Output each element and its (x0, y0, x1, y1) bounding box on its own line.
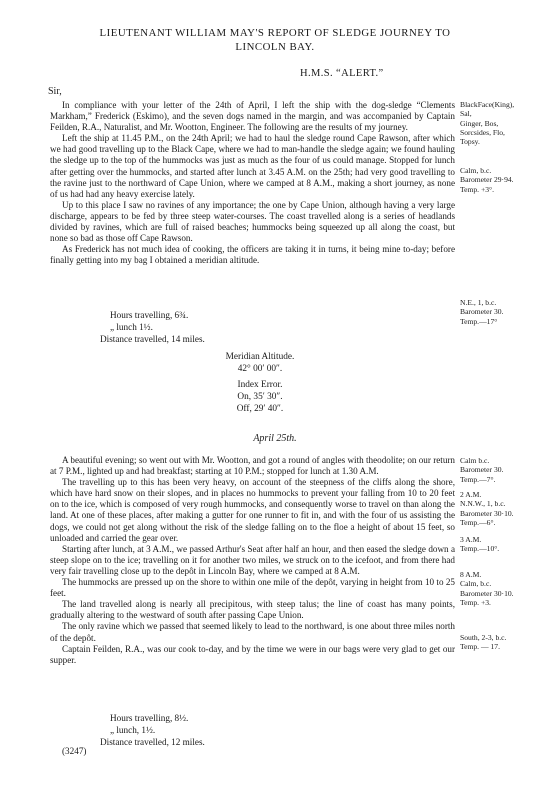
margin-note-weather (460, 633, 550, 652)
margin-line: Temp. — 17. (460, 642, 500, 652)
margin-line: N.E., 1, b.c. (460, 298, 497, 307)
paragraph: A beautiful evening; so went out with Mr. Wootton, and got a round of angles with theodolite; on our return at 7 P.M., lighted up and had breakfast; starting at 10 P.M.; stopped for lunch at 1.30 A.M. (50, 455, 455, 477)
paragraph: Starting after lunch, at 3 A.M., we passed Arthur's Seat after half an hour, and then eased the sledge down a steep slope on to the ice; travelling on it for another two miles, we struck on to the icefoot, and from there had very fair travelling close up to the depôt in Lincoln Bay, where we camped at 8 A.M. (50, 543, 455, 576)
margin-line: Temp.—17° (460, 316, 498, 326)
margin-line: Barometer 30. (460, 307, 504, 317)
paragraph: Up to this place I saw no ravines of any importance; the one by Cape Union, although having a very large discharge, appears to be fed by three steep water-courses. The coast travelled along is a series of headlands divided by ravines, which are full of raised beaches; hummocks being squeezed up all along the coast, but none so bad as those off Cape Rawson. (50, 199, 455, 244)
margin-note-weather (460, 456, 550, 484)
paragraph: Captain Feilden, R.A., was our cook to-day, and by the time we were in our bags were very glad to get our supper. (50, 643, 455, 665)
margin-line: BlackFace(King), (460, 100, 515, 109)
meridian-altitude-value: 42° 00′ 00″. (237, 364, 283, 374)
margin-line: Topsy. (460, 137, 480, 147)
paragraph: The land travelled along is nearly all precipitous, with steep talus; the line of coast has many points, gradually altering to the westward of south after passing Cape Union. (50, 599, 455, 621)
margin-line: Ginger, Bos, (460, 118, 499, 128)
margin-line: Temp.—10°. (460, 544, 500, 554)
margin-note-weather (460, 535, 550, 554)
margin-line: Calm b.c. (460, 456, 490, 465)
index-error-off: Off, 29′ 40″. (236, 404, 284, 414)
distance-travelled-2: Distance travelled, 12 miles. (100, 737, 205, 747)
margin-line: Temp. +3. (460, 597, 491, 607)
report-title-line-1: LIEUTENANT WILLIAM MAY'S REPORT OF SLEDGE JOURNEY TO (99, 27, 451, 39)
date-heading: April 25th. (253, 433, 297, 444)
section-1-body (50, 100, 455, 266)
margin-line: Temp.—6°. (460, 517, 496, 527)
hours-travelling-2: Hours travelling, 8½. (110, 713, 189, 723)
margin-line: Calm, b.c. (460, 166, 492, 175)
margin-line: South, 2-3, b.c. (460, 633, 507, 642)
margin-note-weather (460, 298, 550, 326)
ship-name: H.M.S. “ALERT.” (300, 68, 384, 79)
salutation: Sir, (48, 86, 62, 97)
hours-travelling-1: Hours travelling, 6¾. (110, 310, 189, 320)
lunch-hours-2: „ lunch, 1½. (110, 725, 156, 735)
margin-line: Temp.—7°. (460, 474, 496, 484)
index-error-label: Index Error. (237, 380, 283, 390)
section-2-body (50, 455, 455, 666)
margin-line: Barometer 30·10. (460, 588, 514, 598)
margin-line: N.N.W., 1, b.c. (460, 499, 506, 509)
paragraph: The travelling up to this has been very heavy, on account of the steepness of the cliffs along the shore, which have hard snow on their slopes, and in places no hummocks to prevent your falling from 10 to 20 feet on to the ice, which is composed of very rough hummocks, and consequently worse to travel on than along the land. At one of these places, after making a gutter for one runner to fit in, and with the four of us assisting the dogs, we could not get along without the risk of the sledge falling on to the floe a height of about 15 feet, so unloaded and carried the gear over. (50, 477, 455, 543)
page-code: (3247) (62, 746, 87, 756)
meridian-altitude-label: Meridian Altitude. (225, 352, 295, 362)
margin-line: Barometer 30·10. (460, 508, 514, 518)
margin-note-weather (460, 570, 550, 607)
lunch-hours-1: „ lunch 1½. (110, 322, 153, 332)
report-title-line-2: LINCOLN BAY. (235, 41, 315, 53)
distance-travelled-1: Distance travelled, 14 miles. (100, 334, 205, 344)
margin-line: 8 A.M. (460, 570, 482, 579)
margin-line: Sorcsides, Flo, (460, 127, 505, 137)
margin-note-dogs (460, 100, 550, 146)
margin-line: Calm, b.c. (460, 579, 492, 589)
margin-note-weather (460, 166, 550, 194)
paragraph: As Frederick has not much idea of cooking, the officers are taking it in turns, it being mine to-day; before finally getting into my bag I obtained a meridian altitude. (50, 244, 455, 266)
margin-line: Barometer 30. (460, 465, 504, 475)
margin-line: Sal, (460, 109, 472, 119)
paragraph: The only ravine which we passed that seemed likely to lead to the northward, is one about three miles north of the depôt. (50, 621, 455, 643)
margin-note-weather (460, 490, 550, 527)
paragraph: The hummocks are pressed up on the shore to within one mile of the depôt, varying in height from 10 to 25 feet. (50, 577, 455, 599)
index-error-on: On, 35′ 30″. (237, 392, 283, 402)
margin-line: 2 A.M. (460, 490, 482, 499)
paragraph: Left the ship at 11.45 P.M., on the 24th April; we had to haul the sledge round Cape Rawson, after which we had good travelling up to the Black Cape, where we had to man-handle the sledge again; we found hauling the sledge up to the top of the hummocks was just as much as the four of us could manage. Stopped for lunch after getting over the hummocks, and started after lunch at 3.45 A.M. on the 25th; had very good travelling to the ravine just to the northward of Cape Union, where we camped at 8 A.M., making a short journey, as none of us had had any heavy exercise lately. (50, 133, 455, 199)
margin-line: Temp. +3°. (460, 184, 494, 194)
paragraph: In compliance with your letter of the 24th of April, I left the ship with the dog-sledge “Clements Markham,” Frederick (Eskimo), and the seven dogs named in the margin, and was accompanied by Captain Feilden, R.A., Naturalist, and Mr. Wootton, Engineer. The following are the results of my journey. (50, 100, 455, 133)
margin-line: 3 A.M. (460, 535, 482, 544)
margin-line: Barometer 29·94. (460, 175, 514, 185)
